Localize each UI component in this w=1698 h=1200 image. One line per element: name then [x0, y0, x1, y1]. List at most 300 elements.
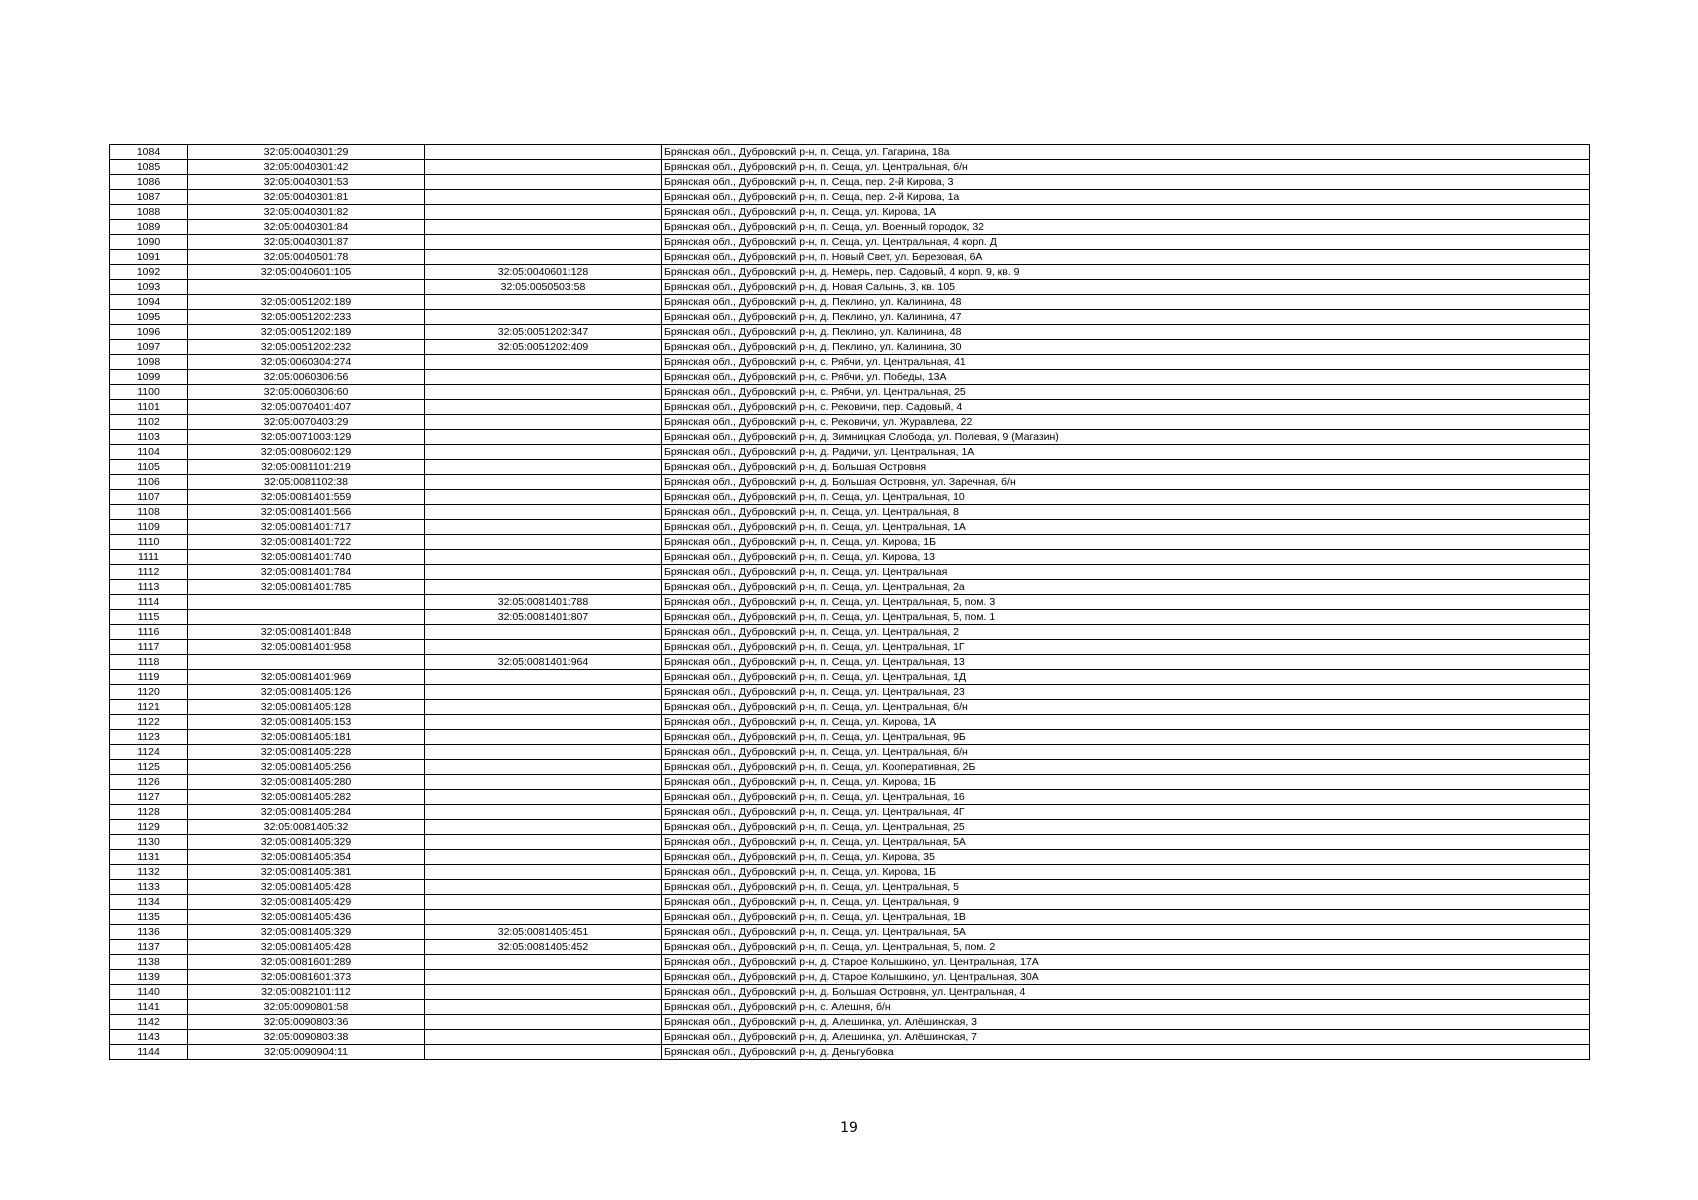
row-number-cell: 1123 [110, 730, 188, 745]
registry-table [109, 144, 1590, 1060]
table-row [110, 685, 1590, 700]
table-row [110, 670, 1590, 685]
linked-cadastral-number-cell [425, 145, 662, 160]
linked-cadastral-number-cell [425, 700, 662, 715]
cadastral-number-cell: 32:05:0081401:717 [188, 520, 425, 535]
cadastral-number-cell: 32:05:0081401:722 [188, 535, 425, 550]
table-row [110, 445, 1590, 460]
table-row [110, 700, 1590, 715]
address-cell: Брянская обл., Дубровский р-н, п. Сеща, ул. Центральная, 4 корп. Д [662, 235, 1590, 250]
cadastral-number-cell: 32:05:0081405:181 [188, 730, 425, 745]
row-number-cell: 1105 [110, 460, 188, 475]
cadastral-number-cell: 32:05:0081405:280 [188, 775, 425, 790]
linked-cadastral-number-cell [425, 355, 662, 370]
cadastral-number-cell: 32:05:0081401:740 [188, 550, 425, 565]
address-cell: Брянская обл., Дубровский р-н, с. Рековичи, ул. Журавлева, 22 [662, 415, 1590, 430]
linked-cadastral-number-cell: 32:05:0050503:58 [425, 280, 662, 295]
cadastral-number-cell: 32:05:0081401:784 [188, 565, 425, 580]
cadastral-number-cell: 32:05:0081401:969 [188, 670, 425, 685]
table-row [110, 835, 1590, 850]
linked-cadastral-number-cell: 32:05:0040601:128 [425, 265, 662, 280]
linked-cadastral-number-cell [425, 535, 662, 550]
address-cell: Брянская обл., Дубровский р-н, п. Сеща, ул. Центральная, б/н [662, 700, 1590, 715]
cadastral-number-cell: 32:05:0081405:428 [188, 940, 425, 955]
row-number-cell: 1139 [110, 970, 188, 985]
cadastral-number-cell: 32:05:0040501:78 [188, 250, 425, 265]
cadastral-number-cell: 32:05:0090801:58 [188, 1000, 425, 1015]
row-number-cell: 1124 [110, 745, 188, 760]
table-row [110, 895, 1590, 910]
cadastral-number-cell: 32:05:0081405:282 [188, 790, 425, 805]
linked-cadastral-number-cell [425, 385, 662, 400]
address-cell: Брянская обл., Дубровский р-н, с. Алешня, б/н [662, 1000, 1590, 1015]
linked-cadastral-number-cell [425, 970, 662, 985]
cadastral-number-cell: 32:05:0081405:329 [188, 925, 425, 940]
address-cell: Брянская обл., Дубровский р-н, п. Сеща, ул. Центральная, 5А [662, 925, 1590, 940]
address-cell: Брянская обл., Дубровский р-н, п. Сеща, ул. Центральная, 10 [662, 490, 1590, 505]
linked-cadastral-number-cell [425, 370, 662, 385]
cadastral-number-cell: 32:05:0081405:354 [188, 850, 425, 865]
linked-cadastral-number-cell [425, 310, 662, 325]
table-row [110, 625, 1590, 640]
address-cell: Брянская обл., Дубровский р-н, п. Сеща, ул. Центральная, 1В [662, 910, 1590, 925]
table-row [110, 730, 1590, 745]
cadastral-number-cell: 32:05:0070403:29 [188, 415, 425, 430]
table-row [110, 295, 1590, 310]
address-cell: Брянская обл., Дубровский р-н, д. Новая Салынь, 3, кв. 105 [662, 280, 1590, 295]
row-number-cell: 1131 [110, 850, 188, 865]
table-row [110, 370, 1590, 385]
address-cell: Брянская обл., Дубровский р-н, с. Рябчи, ул. Центральная, 25 [662, 385, 1590, 400]
address-cell: Брянская обл., Дубровский р-н, п. Сеща, ул. Кирова, 1А [662, 205, 1590, 220]
row-number-cell: 1142 [110, 1015, 188, 1030]
cadastral-number-cell: 32:05:0060306:56 [188, 370, 425, 385]
row-number-cell: 1093 [110, 280, 188, 295]
table-row [110, 325, 1590, 340]
cadastral-number-cell: 32:05:0060304:274 [188, 355, 425, 370]
table-row [110, 610, 1590, 625]
row-number-cell: 1112 [110, 565, 188, 580]
address-cell: Брянская обл., Дубровский р-н, п. Сеща, ул. Центральная, 9 [662, 895, 1590, 910]
linked-cadastral-number-cell [425, 1030, 662, 1045]
address-cell: Брянская обл., Дубровский р-н, п. Сеща, ул. Кирова, 13 [662, 550, 1590, 565]
row-number-cell: 1088 [110, 205, 188, 220]
address-cell: Брянская обл., Дубровский р-н, д. Пеклино, ул. Калинина, 47 [662, 310, 1590, 325]
address-cell: Брянская обл., Дубровский р-н, д. Старое Колышкино, ул. Центральная, 30А [662, 970, 1590, 985]
table-row [110, 865, 1590, 880]
linked-cadastral-number-cell [425, 415, 662, 430]
row-number-cell: 1120 [110, 685, 188, 700]
linked-cadastral-number-cell [425, 730, 662, 745]
cadastral-number-cell: 32:05:0051202:233 [188, 310, 425, 325]
row-number-cell: 1122 [110, 715, 188, 730]
address-cell: Брянская обл., Дубровский р-н, с. Рековичи, пер. Садовый, 4 [662, 400, 1590, 415]
cadastral-number-cell: 32:05:0051202:189 [188, 295, 425, 310]
row-number-cell: 1116 [110, 625, 188, 640]
table-row [110, 340, 1590, 355]
table-row [110, 970, 1590, 985]
row-number-cell: 1103 [110, 430, 188, 445]
table-row [110, 820, 1590, 835]
row-number-cell: 1138 [110, 955, 188, 970]
cadastral-number-cell: 32:05:0081405:381 [188, 865, 425, 880]
row-number-cell: 1125 [110, 760, 188, 775]
linked-cadastral-number-cell [425, 865, 662, 880]
cadastral-number-cell [188, 595, 425, 610]
linked-cadastral-number-cell [425, 1015, 662, 1030]
linked-cadastral-number-cell: 32:05:0081401:807 [425, 610, 662, 625]
table-row [110, 250, 1590, 265]
row-number-cell: 1107 [110, 490, 188, 505]
address-cell: Брянская обл., Дубровский р-н, п. Сеща, ул. Военный городок, 32 [662, 220, 1590, 235]
linked-cadastral-number-cell [425, 685, 662, 700]
table-row [110, 430, 1590, 445]
table-row [110, 595, 1590, 610]
row-number-cell: 1085 [110, 160, 188, 175]
address-cell: Брянская обл., Дубровский р-н, п. Сеща, ул. Центральная, 5, пом. 2 [662, 940, 1590, 955]
linked-cadastral-number-cell [425, 490, 662, 505]
address-cell: Брянская обл., Дубровский р-н, п. Сеща, ул. Центральная, 8 [662, 505, 1590, 520]
row-number-cell: 1134 [110, 895, 188, 910]
cadastral-number-cell: 32:05:0090803:36 [188, 1015, 425, 1030]
address-cell: Брянская обл., Дубровский р-н, п. Сеща, ул. Центральная, 5, пом. 1 [662, 610, 1590, 625]
linked-cadastral-number-cell [425, 445, 662, 460]
row-number-cell: 1130 [110, 835, 188, 850]
address-cell: Брянская обл., Дубровский р-н, п. Сеща, ул. Кирова, 35 [662, 850, 1590, 865]
address-cell: Брянская обл., Дубровский р-н, п. Сеща, ул. Центральная, 23 [662, 685, 1590, 700]
address-cell: Брянская обл., Дубровский р-н, д. Зимницкая Слобода, ул. Полевая, 9 (Магазин) [662, 430, 1590, 445]
table-row [110, 655, 1590, 670]
row-number-cell: 1099 [110, 370, 188, 385]
table-row [110, 850, 1590, 865]
linked-cadastral-number-cell [425, 985, 662, 1000]
linked-cadastral-number-cell [425, 835, 662, 850]
row-number-cell: 1096 [110, 325, 188, 340]
table-row [110, 280, 1590, 295]
cadastral-number-cell: 32:05:0082101:112 [188, 985, 425, 1000]
cadastral-number-cell: 32:05:0081405:228 [188, 745, 425, 760]
address-cell: Брянская обл., Дубровский р-н, п. Сеща, ул. Центральная, 2а [662, 580, 1590, 595]
cadastral-number-cell: 32:05:0081405:428 [188, 880, 425, 895]
row-number-cell: 1108 [110, 505, 188, 520]
table-row [110, 580, 1590, 595]
cadastral-number-cell: 32:05:0090803:38 [188, 1030, 425, 1045]
table-row [110, 1000, 1590, 1015]
row-number-cell: 1121 [110, 700, 188, 715]
row-number-cell: 1117 [110, 640, 188, 655]
address-cell: Брянская обл., Дубровский р-н, п. Новый Свет, ул. Березовая, 6А [662, 250, 1590, 265]
table-row [110, 640, 1590, 655]
address-cell: Брянская обл., Дубровский р-н, с. Рябчи, ул. Победы, 13А [662, 370, 1590, 385]
cadastral-number-cell: 32:05:0070401:407 [188, 400, 425, 415]
address-cell: Брянская обл., Дубровский р-н, п. Сеща, ул. Кирова, 1Б [662, 865, 1590, 880]
cadastral-number-cell: 32:05:0081405:256 [188, 760, 425, 775]
linked-cadastral-number-cell [425, 400, 662, 415]
linked-cadastral-number-cell [425, 670, 662, 685]
address-cell: Брянская обл., Дубровский р-н, п. Сеща, ул. Центральная, б/н [662, 745, 1590, 760]
cadastral-number-cell: 32:05:0051202:189 [188, 325, 425, 340]
cadastral-number-cell: 32:05:0090904:11 [188, 1045, 425, 1060]
row-number-cell: 1132 [110, 865, 188, 880]
row-number-cell: 1127 [110, 790, 188, 805]
linked-cadastral-number-cell [425, 520, 662, 535]
cadastral-number-cell [188, 610, 425, 625]
row-number-cell: 1115 [110, 610, 188, 625]
cadastral-number-cell: 32:05:0081101:219 [188, 460, 425, 475]
linked-cadastral-number-cell [425, 250, 662, 265]
table-row [110, 505, 1590, 520]
address-cell: Брянская обл., Дубровский р-н, п. Сеща, ул. Центральная, 5А [662, 835, 1590, 850]
cadastral-number-cell: 32:05:0040301:87 [188, 235, 425, 250]
cadastral-number-cell: 32:05:0051202:232 [188, 340, 425, 355]
row-number-cell: 1110 [110, 535, 188, 550]
cadastral-number-cell: 32:05:0081401:785 [188, 580, 425, 595]
table-row [110, 220, 1590, 235]
cadastral-number-cell: 32:05:0081405:329 [188, 835, 425, 850]
table-row [110, 145, 1590, 160]
table-row [110, 490, 1590, 505]
cadastral-number-cell: 32:05:0081401:848 [188, 625, 425, 640]
page-number: 19 [840, 1120, 858, 1136]
address-cell: Брянская обл., Дубровский р-н, п. Сеща, ул. Кирова, 1Б [662, 535, 1590, 550]
address-cell: Брянская обл., Дубровский р-н, п. Сеща, ул. Центральная, 2 [662, 625, 1590, 640]
address-cell: Брянская обл., Дубровский р-н, д. Большая Островня, ул. Заречная, б/н [662, 475, 1590, 490]
linked-cadastral-number-cell [425, 430, 662, 445]
cadastral-number-cell: 32:05:0040301:29 [188, 145, 425, 160]
address-cell: Брянская обл., Дубровский р-н, п. Сеща, ул. Центральная, 5 [662, 880, 1590, 895]
row-number-cell: 1084 [110, 145, 188, 160]
linked-cadastral-number-cell [425, 715, 662, 730]
address-cell: Брянская обл., Дубровский р-н, п. Сеща, ул. Центральная, 1Г [662, 640, 1590, 655]
table-row [110, 415, 1590, 430]
cadastral-number-cell: 32:05:0040301:53 [188, 175, 425, 190]
linked-cadastral-number-cell [425, 895, 662, 910]
table-row [110, 955, 1590, 970]
cadastral-number-cell: 32:05:0081401:566 [188, 505, 425, 520]
table-row [110, 1030, 1590, 1045]
table-row [110, 565, 1590, 580]
row-number-cell: 1114 [110, 595, 188, 610]
address-cell: Брянская обл., Дубровский р-н, д. Немерь, пер. Садовый, 4 корп. 9, кв. 9 [662, 265, 1590, 280]
table-row [110, 385, 1590, 400]
table-row [110, 160, 1590, 175]
table-row [110, 985, 1590, 1000]
address-cell: Брянская обл., Дубровский р-н, д. Пеклино, ул. Калинина, 48 [662, 325, 1590, 340]
linked-cadastral-number-cell [425, 760, 662, 775]
row-number-cell: 1092 [110, 265, 188, 280]
row-number-cell: 1135 [110, 910, 188, 925]
linked-cadastral-number-cell [425, 775, 662, 790]
cadastral-number-cell: 32:05:0040601:105 [188, 265, 425, 280]
linked-cadastral-number-cell [425, 790, 662, 805]
linked-cadastral-number-cell [425, 640, 662, 655]
linked-cadastral-number-cell [425, 505, 662, 520]
table-row [110, 880, 1590, 895]
table-row [110, 550, 1590, 565]
table-row [110, 805, 1590, 820]
linked-cadastral-number-cell: 32:05:0081405:451 [425, 925, 662, 940]
address-cell: Брянская обл., Дубровский р-н, п. Сеща, пер. 2-й Кирова, 3 [662, 175, 1590, 190]
address-cell: Брянская обл., Дубровский р-н, п. Сеща, ул. Центральная, 25 [662, 820, 1590, 835]
linked-cadastral-number-cell [425, 460, 662, 475]
linked-cadastral-number-cell [425, 295, 662, 310]
row-number-cell: 1133 [110, 880, 188, 895]
row-number-cell: 1100 [110, 385, 188, 400]
address-cell: Брянская обл., Дубровский р-н, д. Алешинка, ул. Алёшинская, 7 [662, 1030, 1590, 1045]
cadastral-number-cell: 32:05:0081601:373 [188, 970, 425, 985]
linked-cadastral-number-cell [425, 625, 662, 640]
table-row [110, 475, 1590, 490]
address-cell: Брянская обл., Дубровский р-н, п. Сеща, ул. Центральная, 4Г [662, 805, 1590, 820]
cadastral-number-cell: 32:05:0081405:153 [188, 715, 425, 730]
address-cell: Брянская обл., Дубровский р-н, п. Сеща, ул. Кирова, 1Б [662, 775, 1590, 790]
cadastral-number-cell [188, 655, 425, 670]
linked-cadastral-number-cell [425, 1045, 662, 1060]
row-number-cell: 1129 [110, 820, 188, 835]
address-cell: Брянская обл., Дубровский р-н, п. Сеща, ул. Кирова, 1А [662, 715, 1590, 730]
table-row [110, 760, 1590, 775]
row-number-cell: 1097 [110, 340, 188, 355]
linked-cadastral-number-cell: 32:05:0081405:452 [425, 940, 662, 955]
cadastral-number-cell: 32:05:0081405:284 [188, 805, 425, 820]
row-number-cell: 1126 [110, 775, 188, 790]
row-number-cell: 1095 [110, 310, 188, 325]
row-number-cell: 1090 [110, 235, 188, 250]
table-row [110, 355, 1590, 370]
row-number-cell: 1104 [110, 445, 188, 460]
table-row [110, 925, 1590, 940]
address-cell: Брянская обл., Дубровский р-н, д. Большая Островня [662, 460, 1590, 475]
linked-cadastral-number-cell [425, 850, 662, 865]
linked-cadastral-number-cell [425, 235, 662, 250]
table-row [110, 535, 1590, 550]
row-number-cell: 1101 [110, 400, 188, 415]
linked-cadastral-number-cell [425, 565, 662, 580]
linked-cadastral-number-cell [425, 160, 662, 175]
cadastral-number-cell: 32:05:0081401:958 [188, 640, 425, 655]
cadastral-number-cell: 32:05:0081102:38 [188, 475, 425, 490]
linked-cadastral-number-cell [425, 745, 662, 760]
address-cell: Брянская обл., Дубровский р-н, п. Сеща, ул. Центральная, 9Б [662, 730, 1590, 745]
row-number-cell: 1102 [110, 415, 188, 430]
row-number-cell: 1091 [110, 250, 188, 265]
address-cell: Брянская обл., Дубровский р-н, п. Сеща, ул. Центральная, 1Д [662, 670, 1590, 685]
address-cell: Брянская обл., Дубровский р-н, п. Сеща, ул. Центральная [662, 565, 1590, 580]
linked-cadastral-number-cell [425, 910, 662, 925]
table-row [110, 190, 1590, 205]
cadastral-number-cell: 32:05:0071003:129 [188, 430, 425, 445]
cadastral-number-cell: 32:05:0040301:82 [188, 205, 425, 220]
linked-cadastral-number-cell [425, 1000, 662, 1015]
cadastral-number-cell: 32:05:0040301:81 [188, 190, 425, 205]
linked-cadastral-number-cell [425, 550, 662, 565]
row-number-cell: 1113 [110, 580, 188, 595]
linked-cadastral-number-cell [425, 190, 662, 205]
cadastral-number-cell: 32:05:0080602:129 [188, 445, 425, 460]
address-cell: Брянская обл., Дубровский р-н, д. Пеклино, ул. Калинина, 48 [662, 295, 1590, 310]
linked-cadastral-number-cell [425, 220, 662, 235]
table-row [110, 745, 1590, 760]
address-cell: Брянская обл., Дубровский р-н, п. Сеща, ул. Гагарина, 18а [662, 145, 1590, 160]
linked-cadastral-number-cell: 32:05:0051202:347 [425, 325, 662, 340]
cadastral-number-cell: 32:05:0081601:289 [188, 955, 425, 970]
address-cell: Брянская обл., Дубровский р-н, д. Старое Колышкино, ул. Центральная, 17А [662, 955, 1590, 970]
table-row [110, 400, 1590, 415]
cadastral-number-cell: 32:05:0081405:128 [188, 700, 425, 715]
row-number-cell: 1089 [110, 220, 188, 235]
table-row [110, 790, 1590, 805]
address-cell: Брянская обл., Дубровский р-н, д. Радичи, ул. Центральная, 1А [662, 445, 1590, 460]
row-number-cell: 1136 [110, 925, 188, 940]
cadastral-number-cell: 32:05:0060306:60 [188, 385, 425, 400]
address-cell: Брянская обл., Дубровский р-н, д. Большая Островня, ул. Центральная, 4 [662, 985, 1590, 1000]
cadastral-number-cell: 32:05:0040301:42 [188, 160, 425, 175]
cadastral-number-cell: 32:05:0081405:436 [188, 910, 425, 925]
table-row [110, 1045, 1590, 1060]
address-cell: Брянская обл., Дубровский р-н, п. Сеща, пер. 2-й Кирова, 1а [662, 190, 1590, 205]
row-number-cell: 1111 [110, 550, 188, 565]
cadastral-number-cell: 32:05:0081405:126 [188, 685, 425, 700]
table-row [110, 235, 1590, 250]
row-number-cell: 1141 [110, 1000, 188, 1015]
address-cell: Брянская обл., Дубровский р-н, п. Сеща, ул. Центральная, 1А [662, 520, 1590, 535]
row-number-cell: 1140 [110, 985, 188, 1000]
address-cell: Брянская обл., Дубровский р-н, п. Сеща, ул. Центральная, б/н [662, 160, 1590, 175]
cadastral-number-cell [188, 280, 425, 295]
address-cell: Брянская обл., Дубровский р-н, с. Рябчи, ул. Центральная, 41 [662, 355, 1590, 370]
row-number-cell: 1128 [110, 805, 188, 820]
address-cell: Брянская обл., Дубровский р-н, п. Сеща, ул. Центральная, 13 [662, 655, 1590, 670]
address-cell: Брянская обл., Дубровский р-н, д. Алешинка, ул. Алёшинская, 3 [662, 1015, 1590, 1030]
address-cell: Брянская обл., Дубровский р-н, д. Деньгубовка [662, 1045, 1590, 1060]
cadastral-number-cell: 32:05:0081401:559 [188, 490, 425, 505]
row-number-cell: 1087 [110, 190, 188, 205]
row-number-cell: 1144 [110, 1045, 188, 1060]
table-row [110, 460, 1590, 475]
registry-table-body [110, 145, 1590, 1060]
table-row [110, 715, 1590, 730]
table-row [110, 520, 1590, 535]
address-cell: Брянская обл., Дубровский р-н, п. Сеща, ул. Центральная, 16 [662, 790, 1590, 805]
row-number-cell: 1098 [110, 355, 188, 370]
table-row [110, 175, 1590, 190]
row-number-cell: 1109 [110, 520, 188, 535]
linked-cadastral-number-cell [425, 580, 662, 595]
linked-cadastral-number-cell [425, 880, 662, 895]
address-cell: Брянская обл., Дубровский р-н, д. Пеклино, ул. Калинина, 30 [662, 340, 1590, 355]
table-row [110, 265, 1590, 280]
table-row [110, 940, 1590, 955]
linked-cadastral-number-cell [425, 175, 662, 190]
cadastral-number-cell: 32:05:0081405:429 [188, 895, 425, 910]
row-number-cell: 1094 [110, 295, 188, 310]
linked-cadastral-number-cell [425, 955, 662, 970]
row-number-cell: 1086 [110, 175, 188, 190]
linked-cadastral-number-cell [425, 805, 662, 820]
row-number-cell: 1119 [110, 670, 188, 685]
linked-cadastral-number-cell [425, 205, 662, 220]
table-row [110, 205, 1590, 220]
row-number-cell: 1106 [110, 475, 188, 490]
table-row [110, 310, 1590, 325]
linked-cadastral-number-cell [425, 820, 662, 835]
linked-cadastral-number-cell: 32:05:0081401:964 [425, 655, 662, 670]
linked-cadastral-number-cell: 32:05:0081401:788 [425, 595, 662, 610]
address-cell: Брянская обл., Дубровский р-н, п. Сеща, ул. Кооперативная, 2Б [662, 760, 1590, 775]
table-row [110, 1015, 1590, 1030]
linked-cadastral-number-cell: 32:05:0051202:409 [425, 340, 662, 355]
address-cell: Брянская обл., Дубровский р-н, п. Сеща, ул. Центральная, 5, пом. 3 [662, 595, 1590, 610]
